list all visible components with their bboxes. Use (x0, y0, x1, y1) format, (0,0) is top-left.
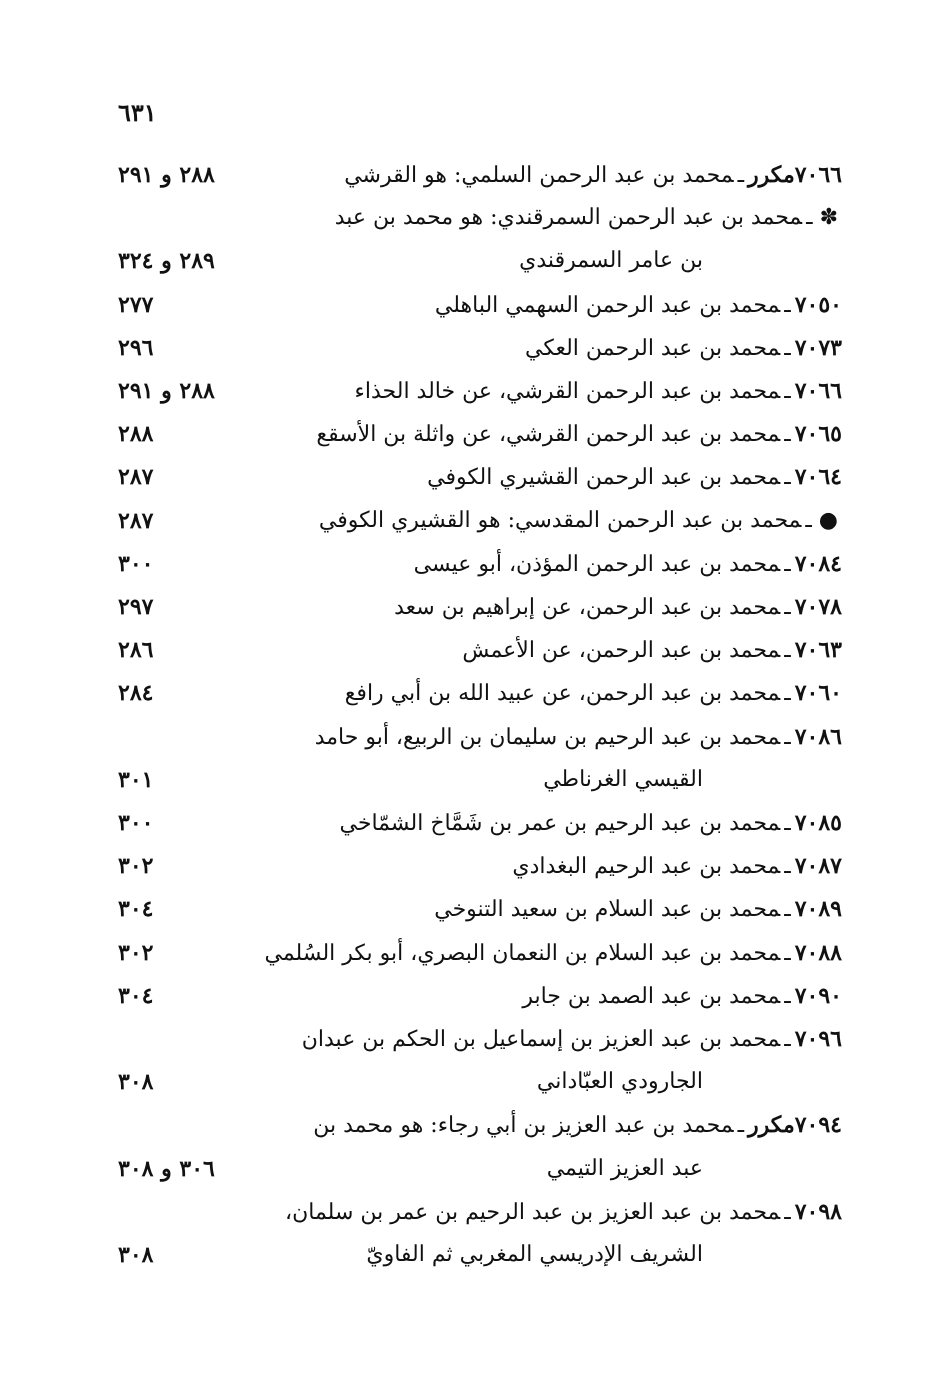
entry-name: الجارودي العبّاداني (536, 1069, 703, 1094)
index-entry (0, 1062, 925, 1102)
entry-name: عبد العزيز التيمي (546, 1156, 703, 1181)
entry-page-refs: ٢٨٦ (118, 637, 154, 663)
entry-number: ٧٠٨٦ (794, 724, 842, 750)
entry-number: ٧٠٩٨ (794, 1199, 842, 1225)
entry-name: محمد بن عبد العزيز بن أبي رجاء: هو محمد بن (313, 1113, 734, 1138)
index-entry (0, 889, 925, 929)
index-entry (0, 1019, 925, 1059)
entry-text-line (340, 803, 842, 844)
index-entry (0, 1105, 925, 1145)
entry-name: محمد بن عبد الرحيم بن عمر بن شَمَّاخ الشمّاخي (339, 811, 781, 836)
entry-name: محمد بن عبد السلام بن سعيد التنوخي (434, 897, 781, 922)
entry-text-line (414, 544, 842, 585)
entry-marker: ـ (784, 854, 791, 879)
entry-number: ٧٠٦٦ (794, 378, 842, 404)
entry-page-refs: ٣٠١ (118, 767, 154, 793)
entry-text-line (264, 933, 842, 974)
entry-marker: ـ (784, 681, 791, 706)
index-entry (0, 285, 925, 325)
entry-number: ٧٠٨٥ (794, 810, 842, 836)
entry-marker: ـ (784, 638, 791, 663)
entry-name: محمد بن عبد الرحمن القرشي، عن خالد الحذاء (354, 379, 781, 404)
entry-name: محمد بن عبد الرحيم بن سليمان بن الربيع، أبو حامد (314, 725, 781, 750)
entry-marker: ـ (784, 552, 791, 577)
entry-text-line (366, 1235, 703, 1275)
index-entry (0, 198, 925, 238)
entry-text-line (512, 846, 842, 887)
entry-name: محمد بن عبد الرحمن السهمي الباهلي (434, 293, 781, 318)
entry-number: ٧٠٥٠ (794, 292, 842, 318)
index-entry (0, 544, 925, 584)
index-entry (0, 587, 925, 627)
entry-name: محمد بن عبد الصمد بن جابر (522, 984, 781, 1009)
entry-text-line (547, 1149, 703, 1189)
entry-name: محمد بن عبد الرحمن، عن إبراهيم بن سعد (394, 595, 781, 620)
entry-number: ٧٠٨٤ (794, 551, 842, 577)
entry-number: ٧٠٩٠ (794, 983, 842, 1009)
entry-text-line (313, 1105, 842, 1146)
entry-marker: ✽ ـ (806, 205, 838, 230)
entry-number: ٧٠٨٧ (794, 853, 842, 879)
entry-number: ٧٠٨٨ (794, 940, 842, 966)
entry-name: بن عامر السمرقندي (519, 248, 703, 273)
entry-marker: ـ (784, 1200, 791, 1225)
entry-name: الشريف الإدريسي المغربي ثم الفاويّ (366, 1242, 703, 1267)
entry-number: ٧٠٧٣ (794, 335, 842, 361)
entry-text-line (344, 155, 842, 196)
entry-marker: ـ (784, 941, 791, 966)
entry-marker: ـ (784, 595, 791, 620)
entry-name: القيسي الغرناطي (543, 767, 703, 792)
index-entry (0, 371, 925, 411)
entry-text-line (435, 285, 842, 326)
index-entry (0, 1235, 925, 1275)
entry-page-refs: ٣٠٠ (118, 810, 154, 836)
index-entry (0, 501, 925, 541)
entry-marker: ـ (784, 725, 791, 750)
entry-number: ٧٠٦٣ (794, 637, 842, 663)
entry-marker: ـ (784, 897, 791, 922)
page-number: ٦٣١ (118, 98, 157, 127)
entry-text-line (302, 1019, 842, 1060)
entry-name: محمد بن عبد العزيز بن عبد الرحيم بن عمر بن سلمان، (285, 1200, 781, 1225)
entry-name: محمد بن عبد السلام بن النعمان البصري، أبو بكر السُلمي (264, 941, 781, 966)
entry-name: محمد بن عبد الرحمن العكي (525, 336, 781, 361)
entry-number: ٧٠٦٦مكرر (748, 162, 842, 188)
entry-text-line (462, 630, 842, 671)
entry-page-refs: ٢٨٨ و ٢٩١ (118, 162, 215, 188)
entry-marker: ـ (784, 1027, 791, 1052)
entry-text-line (345, 673, 842, 714)
entry-number: ٧٠٧٨ (794, 594, 842, 620)
entry-text-line (316, 414, 842, 455)
index-entry (0, 760, 925, 800)
entry-marker: ـ (784, 293, 791, 318)
entry-text-line (319, 501, 842, 541)
entry-name: محمد بن عبد الرحمن، عن عبيد الله بن أبي رافع (344, 681, 781, 706)
index-entry (0, 933, 925, 973)
index-entry (0, 976, 925, 1016)
entry-page-refs: ٣٠٨ (118, 1242, 154, 1268)
index-entry (0, 457, 925, 497)
entry-text-line (519, 241, 703, 281)
entry-page-refs: ٢٨٤ (118, 680, 154, 706)
entry-marker: ـ (737, 1113, 745, 1138)
entry-page-refs: ٣٠٦ و ٣٠٨ (118, 1156, 215, 1182)
entry-page-refs: ٣٠٢ (118, 853, 154, 879)
entry-text-line (285, 1192, 842, 1233)
entry-marker: ـ (737, 163, 745, 188)
entry-name: محمد بن عبد الرحيم البغدادي (512, 854, 781, 879)
entry-number: ٧٠٦٥ (794, 421, 842, 447)
entry-text-line (335, 198, 842, 238)
entry-page-refs: ٣٠٨ (118, 1069, 154, 1095)
entry-name: محمد بن عبد الرحمن المؤذن، أبو عيسى (413, 552, 781, 577)
entry-text-line (394, 587, 842, 628)
entry-page-refs: ٢٨٧ (118, 464, 154, 490)
entry-text-line (355, 371, 842, 412)
index-entry (0, 414, 925, 454)
entry-page-refs: ٣٠٠ (118, 551, 154, 577)
entry-marker: ـ (784, 465, 791, 490)
entry-page-refs: ٢٩٦ (118, 335, 154, 361)
entry-text-line (427, 457, 842, 498)
entry-marker: ـ (784, 811, 791, 836)
entry-text-line (525, 328, 842, 369)
entry-name: محمد بن عبد الرحمن المقدسي: هو القشيري الكوفي (318, 508, 802, 533)
entry-page-refs: ٢٨٧ (118, 508, 154, 534)
entry-number: ٧٠٨٩ (794, 896, 842, 922)
entry-marker: ـ (784, 422, 791, 447)
index-entry (0, 630, 925, 670)
entry-number: ٧٠٦٠ (794, 680, 842, 706)
entry-page-refs: ٢٧٧ (118, 292, 154, 318)
index-entry (0, 155, 925, 195)
index-entry (0, 1149, 925, 1189)
index-entry (0, 328, 925, 368)
entry-name: محمد بن عبد الرحمن القرشي، عن واثلة بن الأسقع (316, 422, 781, 447)
entry-name: محمد بن عبد العزيز بن إسماعيل بن الحكم بن عبدان (301, 1027, 781, 1052)
entry-marker: ـ (784, 336, 791, 361)
entry-name: محمد بن عبد الرحمن، عن الأعمش (462, 638, 781, 663)
index-entry (0, 717, 925, 757)
entry-text-line (537, 1062, 703, 1102)
entry-marker: ـ (784, 379, 791, 404)
entry-number: ٧٠٩٤مكرر (748, 1112, 842, 1138)
index-entry (0, 846, 925, 886)
entry-text-line (522, 976, 842, 1017)
entry-page-refs: ٢٨٨ (118, 421, 154, 447)
entry-page-refs: ٣٠٤ (118, 896, 154, 922)
entry-page-refs: ٢٨٩ و ٣٢٤ (118, 248, 215, 274)
entry-text-line (434, 889, 842, 930)
entry-marker: ـ (784, 984, 791, 1009)
entry-text-line (543, 760, 703, 800)
entry-page-refs: ٣٠٢ (118, 940, 154, 966)
entry-name: محمد بن عبد الرحمن السمرقندي: هو محمد بن عبد (334, 205, 803, 230)
entry-text-line (315, 717, 842, 758)
entry-page-refs: ٢٩٧ (118, 594, 154, 620)
index-entry (0, 673, 925, 713)
entry-number: ٧٠٩٦ (794, 1026, 842, 1052)
entry-marker: ● ـ (805, 508, 838, 533)
index-entry (0, 241, 925, 281)
entry-name: محمد بن عبد الرحمن القشيري الكوفي (427, 465, 781, 490)
index-entry (0, 803, 925, 843)
entry-page-refs: ٢٨٨ و ٢٩١ (118, 378, 215, 404)
entry-number: ٧٠٦٤ (794, 464, 842, 490)
entry-page-refs: ٣٠٤ (118, 983, 154, 1009)
entry-name: محمد بن عبد الرحمن السلمي: هو القرشي (344, 163, 734, 188)
index-entry (0, 1192, 925, 1232)
